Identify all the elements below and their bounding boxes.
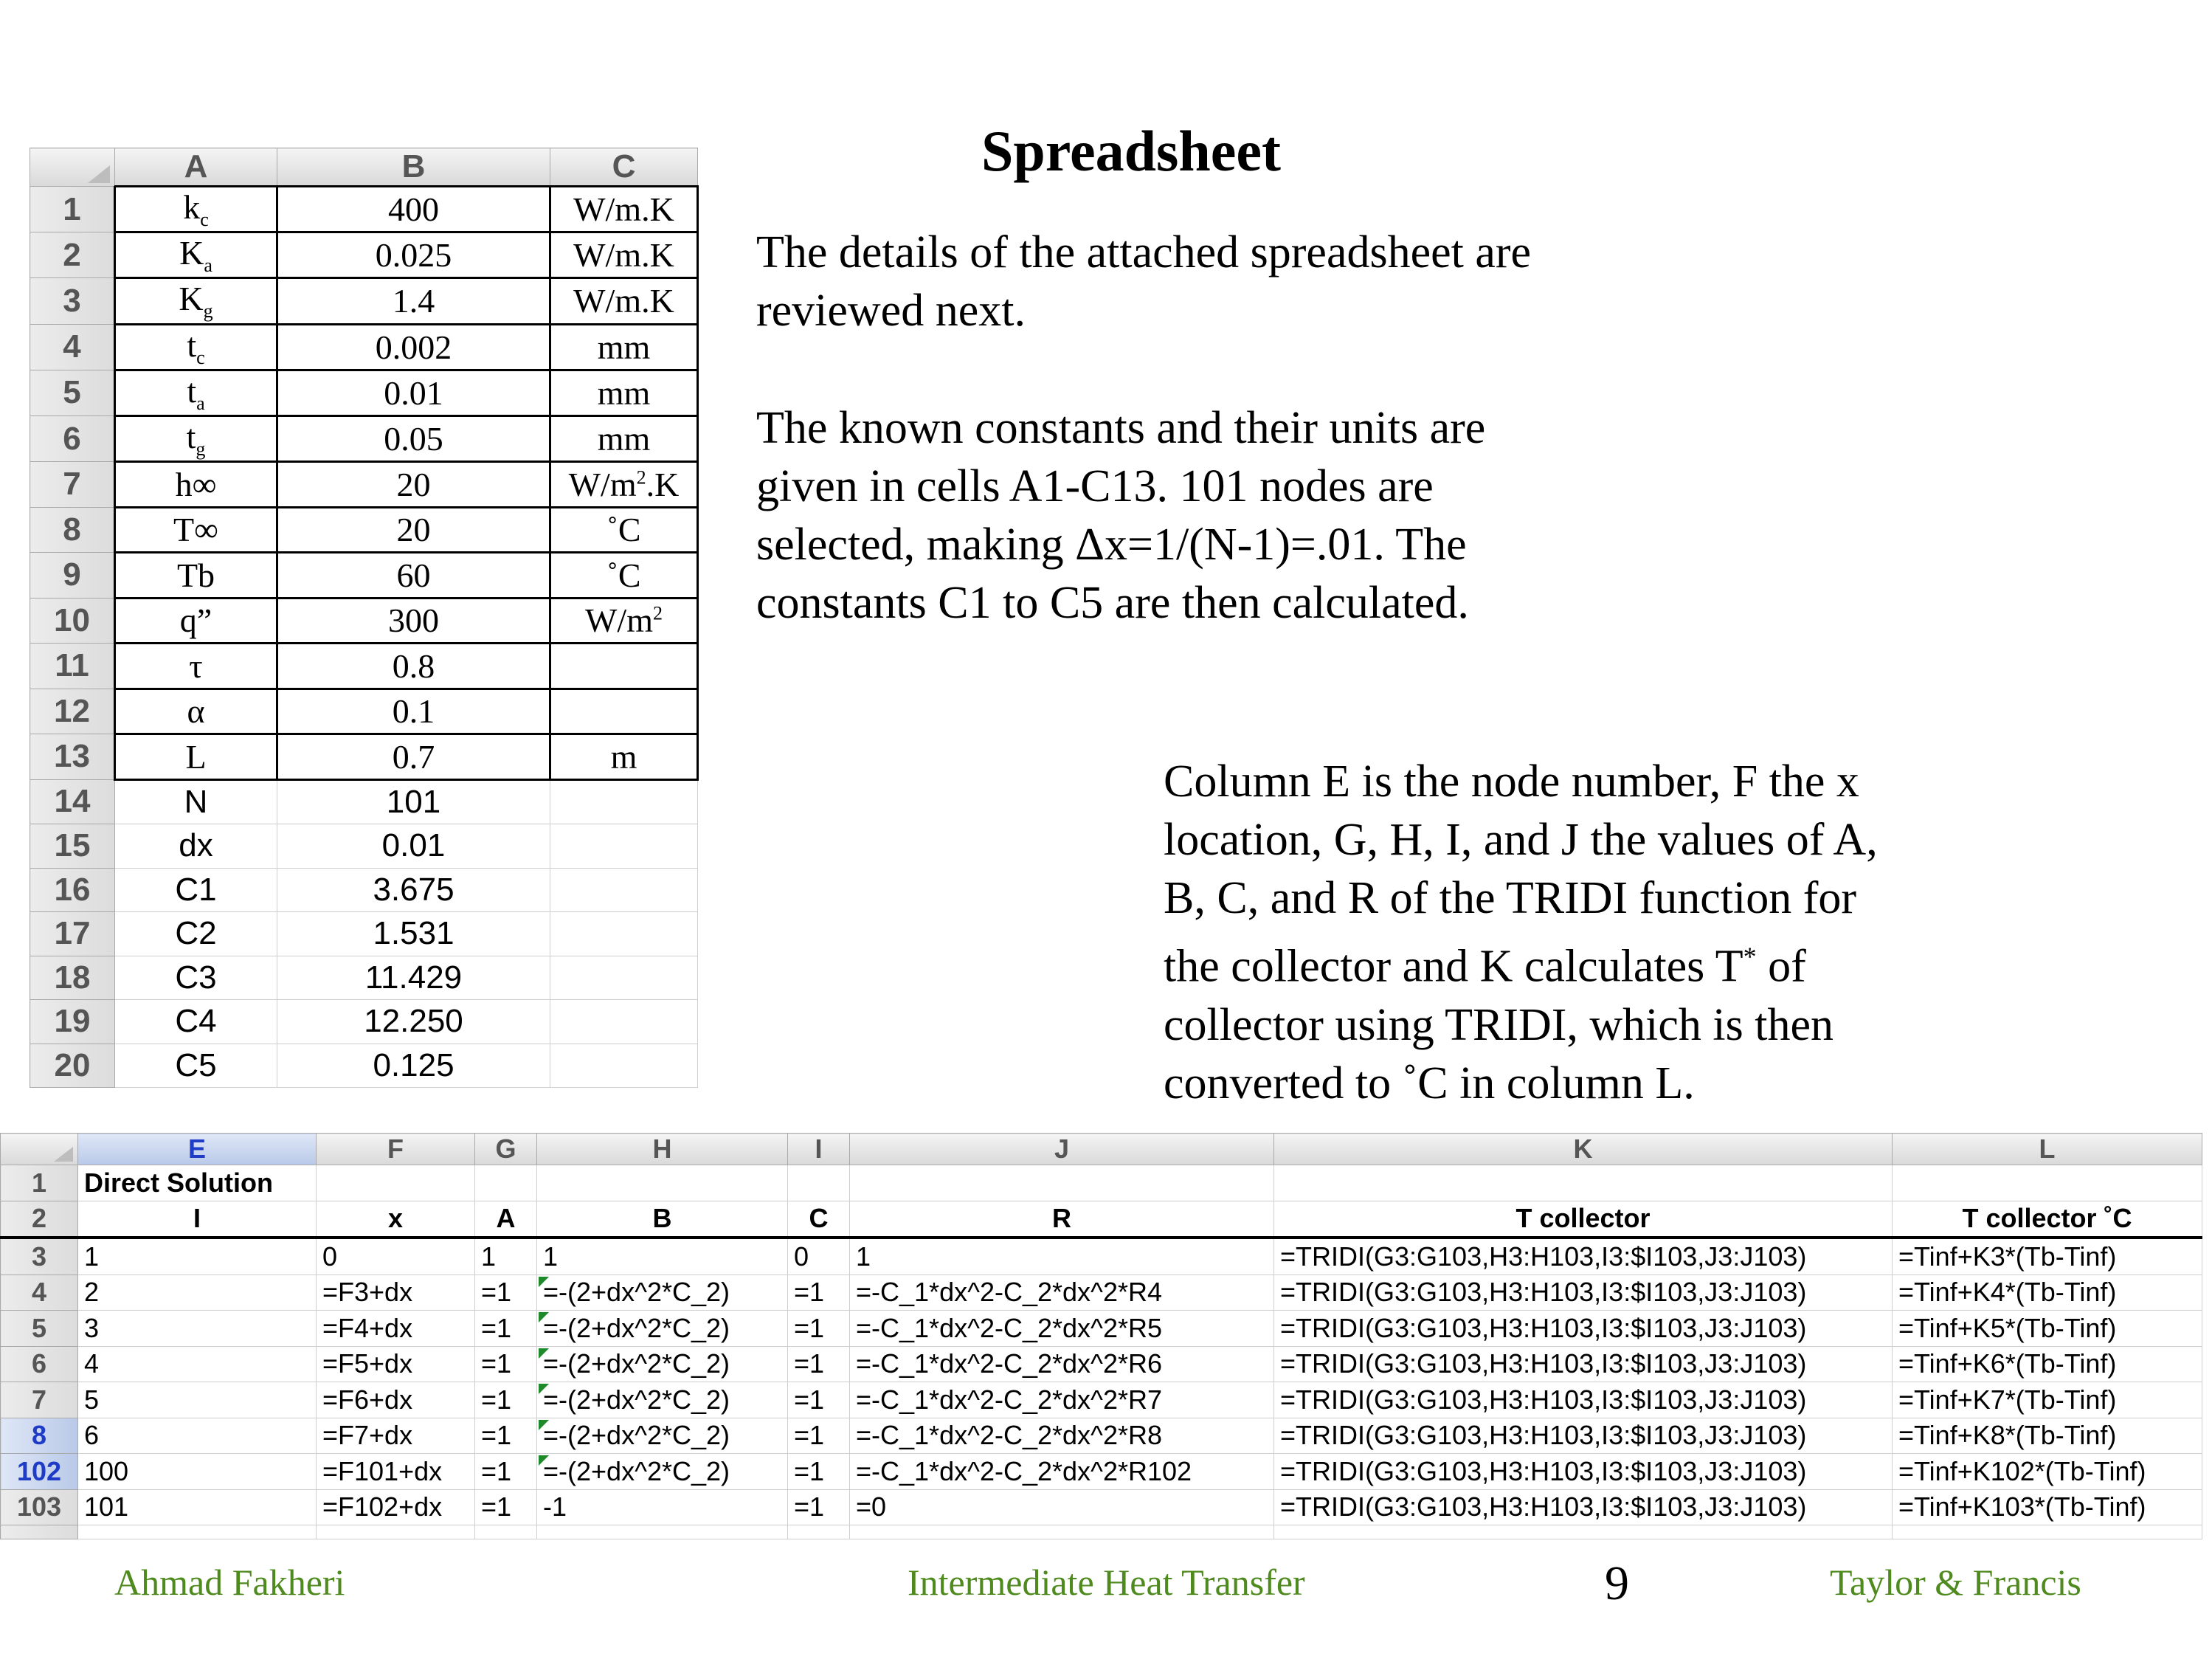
cell[interactable]: =TRIDI(G3:G103,H3:H103,I3:$I103,J3:J103)	[1274, 1489, 1893, 1525]
footer-publisher: Taylor & Francis	[1830, 1562, 2081, 1603]
table-row	[30, 689, 698, 734]
unit-text: mm	[597, 420, 651, 458]
cell[interactable]: =1	[788, 1454, 850, 1490]
cell[interactable]: =TRIDI(G3:G103,H3:H103,I3:$I103,J3:J103)	[1274, 1418, 1893, 1454]
table-row	[30, 507, 698, 553]
constant-unit-cell[interactable]	[550, 232, 698, 278]
row-header[interactable]: 17	[30, 912, 115, 956]
row-header[interactable]: 19	[30, 1000, 115, 1044]
cell[interactable]	[788, 1525, 850, 1539]
constant-unit-cell[interactable]	[550, 553, 698, 599]
cell[interactable]: =Tinf+K5*(Tb-Tinf)	[1893, 1311, 2202, 1347]
constant-unit-cell[interactable]	[550, 956, 698, 1000]
cell[interactable]	[317, 1165, 475, 1201]
intro-paragraph: The details of the attached spreadsheet are reviewed next.	[756, 227, 1532, 336]
columns-paragraph-part2: of collector using TRIDI, which is then converted to ˚C in column L.	[1164, 941, 1834, 1108]
row-header[interactable]: 5	[30, 370, 115, 415]
constant-name: C5	[175, 1046, 217, 1083]
table-row	[1, 1454, 2202, 1490]
constant-value-cell[interactable]: 400	[277, 187, 550, 232]
row-header[interactable]: 4	[1, 1275, 78, 1311]
cell[interactable]: =1	[475, 1311, 537, 1347]
cell[interactable]	[317, 1525, 475, 1539]
column-header-a[interactable]: A	[115, 148, 277, 187]
row-header[interactable]: 16	[30, 868, 115, 912]
table-row	[1, 1418, 2202, 1454]
cell[interactable]	[1, 1525, 78, 1539]
constant-unit-cell[interactable]	[550, 689, 698, 734]
cell[interactable]	[788, 1165, 850, 1201]
table-row	[30, 187, 698, 232]
cell[interactable]	[475, 1165, 537, 1201]
constant-value-cell[interactable]: 300	[277, 598, 550, 644]
row-header[interactable]: 15	[30, 824, 115, 869]
footer-author: Ahmad Fakheri	[114, 1562, 345, 1603]
cell[interactable]	[537, 1525, 788, 1539]
unit-text: W/m.K	[573, 190, 674, 229]
cell[interactable]	[475, 1525, 537, 1539]
unit-text: W/m	[568, 465, 637, 503]
header-cell-r[interactable]: R	[850, 1201, 1274, 1238]
cell[interactable]: =-(2+dx^2*C_2)	[537, 1382, 788, 1418]
cell[interactable]: =0	[850, 1489, 1274, 1525]
constant-value-cell[interactable]: 3.675	[277, 868, 550, 912]
constant-name: K	[179, 234, 204, 272]
constant-name-cell[interactable]	[115, 462, 277, 508]
constant-name: k	[183, 188, 201, 226]
unit-text: W/m.K	[573, 236, 674, 275]
cell[interactable]: =TRIDI(G3:G103,H3:H103,I3:$I103,J3:J103)	[1274, 1311, 1893, 1347]
solution-column-header-row	[1, 1134, 2202, 1165]
constant-value-cell[interactable]: 0.01	[277, 824, 550, 869]
cell[interactable]: =1	[475, 1382, 537, 1418]
row-header[interactable]: 7	[30, 462, 115, 508]
table-row	[30, 598, 698, 644]
solution-body	[1, 1165, 2202, 1539]
row-header[interactable]: 4	[30, 324, 115, 370]
cell[interactable]: =1	[788, 1418, 850, 1454]
solution-spreadsheet	[0, 1133, 2202, 1539]
cell[interactable]: =Tinf+K3*(Tb-Tinf)	[1893, 1238, 2202, 1275]
constant-name-cell[interactable]	[115, 734, 277, 780]
cell[interactable]: =TRIDI(G3:G103,H3:H103,I3:$I103,J3:J103)	[1274, 1382, 1893, 1418]
constant-unit-cell[interactable]	[550, 187, 698, 232]
cell[interactable]: =TRIDI(G3:G103,H3:H103,I3:$I103,J3:J103)	[1274, 1346, 1893, 1382]
column-header-g[interactable]: G	[475, 1134, 537, 1165]
cell[interactable]: =1	[788, 1311, 850, 1347]
columns-paragraph	[1164, 753, 2049, 1113]
row-header[interactable]: 3	[1, 1238, 78, 1275]
table-row	[30, 734, 698, 780]
unit-text: ˚C	[606, 511, 641, 549]
superscript-star: *	[1743, 942, 1757, 971]
constant-value-cell[interactable]: 20	[277, 507, 550, 553]
cell[interactable]: =F5+dx	[317, 1346, 475, 1382]
header-cell-x[interactable]: x	[317, 1201, 475, 1238]
column-header-e[interactable]: E	[78, 1134, 317, 1165]
cell[interactable]: =1	[788, 1382, 850, 1418]
cell[interactable]	[850, 1165, 1274, 1201]
constant-value-cell[interactable]: 101	[277, 779, 550, 824]
row-header[interactable]: 8	[30, 507, 115, 553]
table-row	[30, 370, 698, 415]
cell[interactable]	[537, 1165, 788, 1201]
table-row	[1, 1238, 2202, 1275]
table-row	[30, 644, 698, 689]
constant-name: α	[187, 692, 205, 731]
table-row	[1, 1382, 2202, 1418]
constant-name: N	[184, 783, 208, 820]
row-header[interactable]: 6	[1, 1346, 78, 1382]
header-cell-b[interactable]: B	[537, 1201, 788, 1238]
footer-course: Intermediate Heat Transfer	[908, 1562, 1305, 1603]
cell[interactable]: 1	[537, 1238, 788, 1275]
cell[interactable]: =-(2+dx^2*C_2)	[537, 1418, 788, 1454]
cell[interactable]	[78, 1525, 317, 1539]
table-row	[30, 415, 698, 461]
constants-body	[30, 187, 698, 1088]
cell[interactable]: =TRIDI(G3:G103,H3:H103,I3:$I103,J3:J103)	[1274, 1238, 1893, 1275]
constant-value-cell[interactable]: 0.8	[277, 644, 550, 689]
constant-name-cell[interactable]	[115, 324, 277, 370]
cell[interactable]: =-(2+dx^2*C_2)	[537, 1275, 788, 1311]
constant-name: t	[186, 417, 196, 455]
header-cell-i[interactable]: I	[78, 1201, 317, 1238]
constant-unit-cell[interactable]	[550, 598, 698, 644]
slide-title: Spreadsheet	[981, 119, 1281, 183]
cell[interactable]: =1	[475, 1454, 537, 1490]
constant-name-cell[interactable]	[115, 689, 277, 734]
cell[interactable]: 1	[850, 1238, 1274, 1275]
unit-text: m	[610, 737, 637, 776]
constant-unit-cell[interactable]	[550, 507, 698, 553]
constant-value-cell[interactable]: 20	[277, 462, 550, 508]
unit-suffix: .K	[646, 465, 680, 503]
constant-subscript: a	[196, 392, 205, 414]
cell[interactable]: 0	[788, 1238, 850, 1275]
solution-select-all-corner[interactable]	[1, 1134, 78, 1165]
constant-unit-cell[interactable]	[550, 1044, 698, 1088]
row-header[interactable]: 8	[1, 1418, 78, 1454]
cell[interactable]: =Tinf+K4*(Tb-Tinf)	[1893, 1275, 2202, 1311]
constant-value-cell[interactable]: 0.025	[277, 232, 550, 278]
row-header[interactable]: 3	[30, 278, 115, 324]
cell[interactable]: =-C_1*dx^2-C_2*dx^2*R5	[850, 1311, 1274, 1347]
constant-name-cell[interactable]	[115, 598, 277, 644]
column-header-l[interactable]: L	[1893, 1134, 2202, 1165]
cell[interactable]: =Tinf+K7*(Tb-Tinf)	[1893, 1382, 2202, 1418]
unit-text: mm	[597, 328, 651, 366]
constant-unit-cell[interactable]	[550, 644, 698, 689]
cell[interactable]: 1	[475, 1238, 537, 1275]
constant-subscript: c	[196, 346, 205, 368]
constants-spreadsheet	[30, 148, 699, 1088]
row-header[interactable]: 18	[30, 956, 115, 1000]
row-header[interactable]: 7	[1, 1382, 78, 1418]
table-row	[30, 1000, 698, 1044]
column-header-h[interactable]: H	[537, 1134, 788, 1165]
constant-unit-cell[interactable]	[550, 370, 698, 415]
constant-name-cell[interactable]	[115, 644, 277, 689]
constant-value-cell[interactable]: 0.7	[277, 734, 550, 780]
constant-name: q”	[179, 601, 212, 640]
column-header-b[interactable]: B	[277, 148, 550, 187]
table-row	[1, 1489, 2202, 1525]
cell[interactable]: =1	[475, 1489, 537, 1525]
cell[interactable]: -1	[537, 1489, 788, 1525]
table-row	[30, 462, 698, 508]
cell[interactable]: =-(2+dx^2*C_2)	[537, 1346, 788, 1382]
constant-value-cell[interactable]: 0.1	[277, 689, 550, 734]
unit-text: W/m.K	[573, 282, 674, 320]
constant-unit-cell[interactable]	[550, 868, 698, 912]
constant-unit-cell[interactable]	[550, 912, 698, 956]
column-header-c[interactable]: C	[550, 148, 698, 187]
row-header[interactable]: 5	[1, 1311, 78, 1347]
cell[interactable]: =F7+dx	[317, 1418, 475, 1454]
constant-unit-cell[interactable]	[550, 278, 698, 324]
unit-superscript: 2	[636, 466, 646, 489]
cell[interactable]: 5	[78, 1382, 317, 1418]
cell[interactable]: =Tinf+K103*(Tb-Tinf)	[1893, 1489, 2202, 1525]
cell[interactable]: =1	[475, 1418, 537, 1454]
constant-value-cell[interactable]: 11.429	[277, 956, 550, 1000]
row-header[interactable]: 14	[30, 779, 115, 824]
constant-name-cell[interactable]	[115, 415, 277, 461]
unit-text: ˚C	[606, 556, 641, 594]
cell[interactable]: =Tinf+K6*(Tb-Tinf)	[1893, 1346, 2202, 1382]
table-row	[1, 1275, 2202, 1311]
header-cell-c[interactable]: C	[788, 1201, 850, 1238]
table-row	[1, 1201, 2202, 1238]
cell[interactable]: =-C_1*dx^2-C_2*dx^2*R6	[850, 1346, 1274, 1382]
constant-name-cell[interactable]	[115, 1000, 277, 1044]
cell[interactable]: =F6+dx	[317, 1382, 475, 1418]
constant-name: L	[185, 737, 207, 776]
cell[interactable]: 0	[317, 1238, 475, 1275]
constant-name: dx	[179, 827, 213, 864]
constant-unit-cell[interactable]	[550, 824, 698, 869]
constant-name: τ	[189, 646, 203, 685]
constant-unit-cell[interactable]	[550, 324, 698, 370]
header-cell-t-collector-c[interactable]: T collector ˚C	[1893, 1201, 2202, 1238]
constant-subscript: a	[204, 255, 212, 277]
row-header[interactable]: 13	[30, 734, 115, 780]
constant-subscript: c	[200, 209, 209, 231]
constant-unit-cell[interactable]	[550, 1000, 698, 1044]
cell[interactable]: =F4+dx	[317, 1311, 475, 1347]
cell[interactable]	[1274, 1165, 1893, 1201]
cell[interactable]: =1	[475, 1275, 537, 1311]
cell[interactable]: =1	[475, 1346, 537, 1382]
cell[interactable]: =-(2+dx^2*C_2)	[537, 1454, 788, 1490]
row-header[interactable]: 6	[30, 415, 115, 461]
constant-unit-cell[interactable]	[550, 734, 698, 780]
header-cell-t-collector[interactable]: T collector	[1274, 1201, 1893, 1238]
constant-name-cell[interactable]	[115, 956, 277, 1000]
cell[interactable]: 2	[78, 1275, 317, 1311]
table-row-partial	[1, 1525, 2202, 1539]
row-header[interactable]: 9	[30, 553, 115, 599]
constant-value-cell[interactable]: 60	[277, 553, 550, 599]
table-row	[1, 1311, 2202, 1347]
table-row	[30, 956, 698, 1000]
constant-name-cell[interactable]	[115, 232, 277, 278]
row-header[interactable]: 103	[1, 1489, 78, 1525]
cell[interactable]	[850, 1525, 1274, 1539]
constant-name-cell[interactable]	[115, 187, 277, 232]
cell[interactable]: =-C_1*dx^2-C_2*dx^2*R102	[850, 1454, 1274, 1490]
column-header-row	[30, 148, 698, 187]
constant-value-cell[interactable]: 12.250	[277, 1000, 550, 1044]
cell[interactable]: =-(2+dx^2*C_2)	[537, 1311, 788, 1347]
page-number: 9	[1605, 1556, 1629, 1610]
cell[interactable]: =Tinf+K102*(Tb-Tinf)	[1893, 1454, 2202, 1490]
cell[interactable]: 1	[78, 1238, 317, 1275]
table-row	[30, 868, 698, 912]
cell[interactable]: =Tinf+K8*(Tb-Tinf)	[1893, 1418, 2202, 1454]
cell[interactable]: =F3+dx	[317, 1275, 475, 1311]
constant-name-cell[interactable]	[115, 507, 277, 553]
cell[interactable]: =1	[788, 1275, 850, 1311]
constant-name-cell[interactable]	[115, 278, 277, 324]
column-header-k[interactable]: K	[1274, 1134, 1893, 1165]
constant-value-cell[interactable]: 1.4	[277, 278, 550, 324]
columns-paragraph-part1: Column E is the node number, F the x location, G, H, I, and J the values of A, B, C, and R of the TRIDI function for the collector and K calculates T	[1164, 756, 1878, 992]
constant-name-cell[interactable]	[115, 370, 277, 415]
constant-name: t	[187, 325, 197, 364]
cell[interactable]: 6	[78, 1418, 317, 1454]
table-row	[30, 912, 698, 956]
cell[interactable]: 3	[78, 1311, 317, 1347]
cell[interactable]: 100	[78, 1454, 317, 1490]
constant-value-cell[interactable]: 0.125	[277, 1044, 550, 1088]
constant-name: C1	[175, 871, 217, 908]
constant-name: h∞	[175, 465, 217, 503]
column-header-j[interactable]: J	[850, 1134, 1274, 1165]
cell[interactable]	[1893, 1165, 2202, 1201]
row-header[interactable]: 2	[30, 232, 115, 278]
constant-value-cell[interactable]: 0.002	[277, 324, 550, 370]
row-header[interactable]: 20	[30, 1044, 115, 1088]
constants-paragraph: The known constants and their units are given in cells A1-C13. 101 nodes are selected, making Δx=1/(N-1)=.01. The constants C1 to C5 are then calculated.	[756, 403, 1486, 628]
unit-text: W/m	[585, 601, 653, 640]
constant-value-cell[interactable]: 0.05	[277, 415, 550, 461]
constant-subscript: g	[196, 438, 206, 461]
unit-text: mm	[597, 373, 651, 412]
row-header[interactable]: 1	[30, 187, 115, 232]
constant-name-cell[interactable]	[115, 553, 277, 599]
cell[interactable]: =TRIDI(G3:G103,H3:H103,I3:$I103,J3:J103)	[1274, 1454, 1893, 1490]
constant-name-cell[interactable]	[115, 824, 277, 869]
constant-name-cell[interactable]	[115, 779, 277, 824]
cell[interactable]: 4	[78, 1346, 317, 1382]
constant-value-cell[interactable]: 1.531	[277, 912, 550, 956]
cell[interactable]: =TRIDI(G3:G103,H3:H103,I3:$I103,J3:J103)	[1274, 1275, 1893, 1311]
constant-name: Tb	[176, 556, 215, 594]
constant-name: C2	[175, 915, 217, 952]
table-row	[30, 232, 698, 278]
cell[interactable]: =1	[788, 1489, 850, 1525]
table-row	[1, 1346, 2202, 1382]
cell[interactable]	[1893, 1525, 2202, 1539]
table-row	[1, 1165, 2202, 1201]
table-row	[30, 779, 698, 824]
cell[interactable]: =F101+dx	[317, 1454, 475, 1490]
table-row	[30, 278, 698, 324]
constant-name: T∞	[173, 511, 218, 549]
column-header-f[interactable]: F	[317, 1134, 475, 1165]
cell[interactable]: =F102+dx	[317, 1489, 475, 1525]
cell[interactable]: 101	[78, 1489, 317, 1525]
constant-unit-cell[interactable]	[550, 462, 698, 508]
header-cell-a[interactable]: A	[475, 1201, 537, 1238]
cell[interactable]: =-C_1*dx^2-C_2*dx^2*R8	[850, 1418, 1274, 1454]
constant-name-cell[interactable]	[115, 912, 277, 956]
constant-unit-cell[interactable]	[550, 415, 698, 461]
row-header[interactable]: 11	[30, 644, 115, 689]
table-row	[30, 824, 698, 869]
constant-name-cell[interactable]	[115, 1044, 277, 1088]
cell[interactable]: =-C_1*dx^2-C_2*dx^2*R7	[850, 1382, 1274, 1418]
constant-subscript: g	[203, 300, 213, 323]
row-header[interactable]: 2	[1, 1201, 78, 1238]
row-header[interactable]: 102	[1, 1454, 78, 1490]
constant-name: C3	[175, 959, 217, 996]
constant-name: C4	[175, 1003, 217, 1040]
row-header[interactable]: 10	[30, 598, 115, 644]
constant-name: K	[179, 280, 204, 318]
table-row	[30, 1044, 698, 1088]
table-row	[30, 553, 698, 599]
table-row	[30, 324, 698, 370]
row-header[interactable]: 12	[30, 689, 115, 734]
row-header[interactable]: 1	[1, 1165, 78, 1201]
cell[interactable]: =1	[788, 1346, 850, 1382]
constant-unit-cell[interactable]	[550, 779, 698, 824]
column-header-i[interactable]: I	[788, 1134, 850, 1165]
constant-name-cell[interactable]	[115, 868, 277, 912]
constant-name: t	[187, 371, 197, 410]
select-all-corner[interactable]	[30, 148, 115, 187]
cell[interactable]	[1274, 1525, 1893, 1539]
direct-solution-label[interactable]: Direct Solution	[78, 1165, 317, 1201]
unit-superscript: 2	[652, 603, 663, 625]
cell[interactable]: =-C_1*dx^2-C_2*dx^2*R4	[850, 1275, 1274, 1311]
constant-value-cell[interactable]: 0.01	[277, 370, 550, 415]
